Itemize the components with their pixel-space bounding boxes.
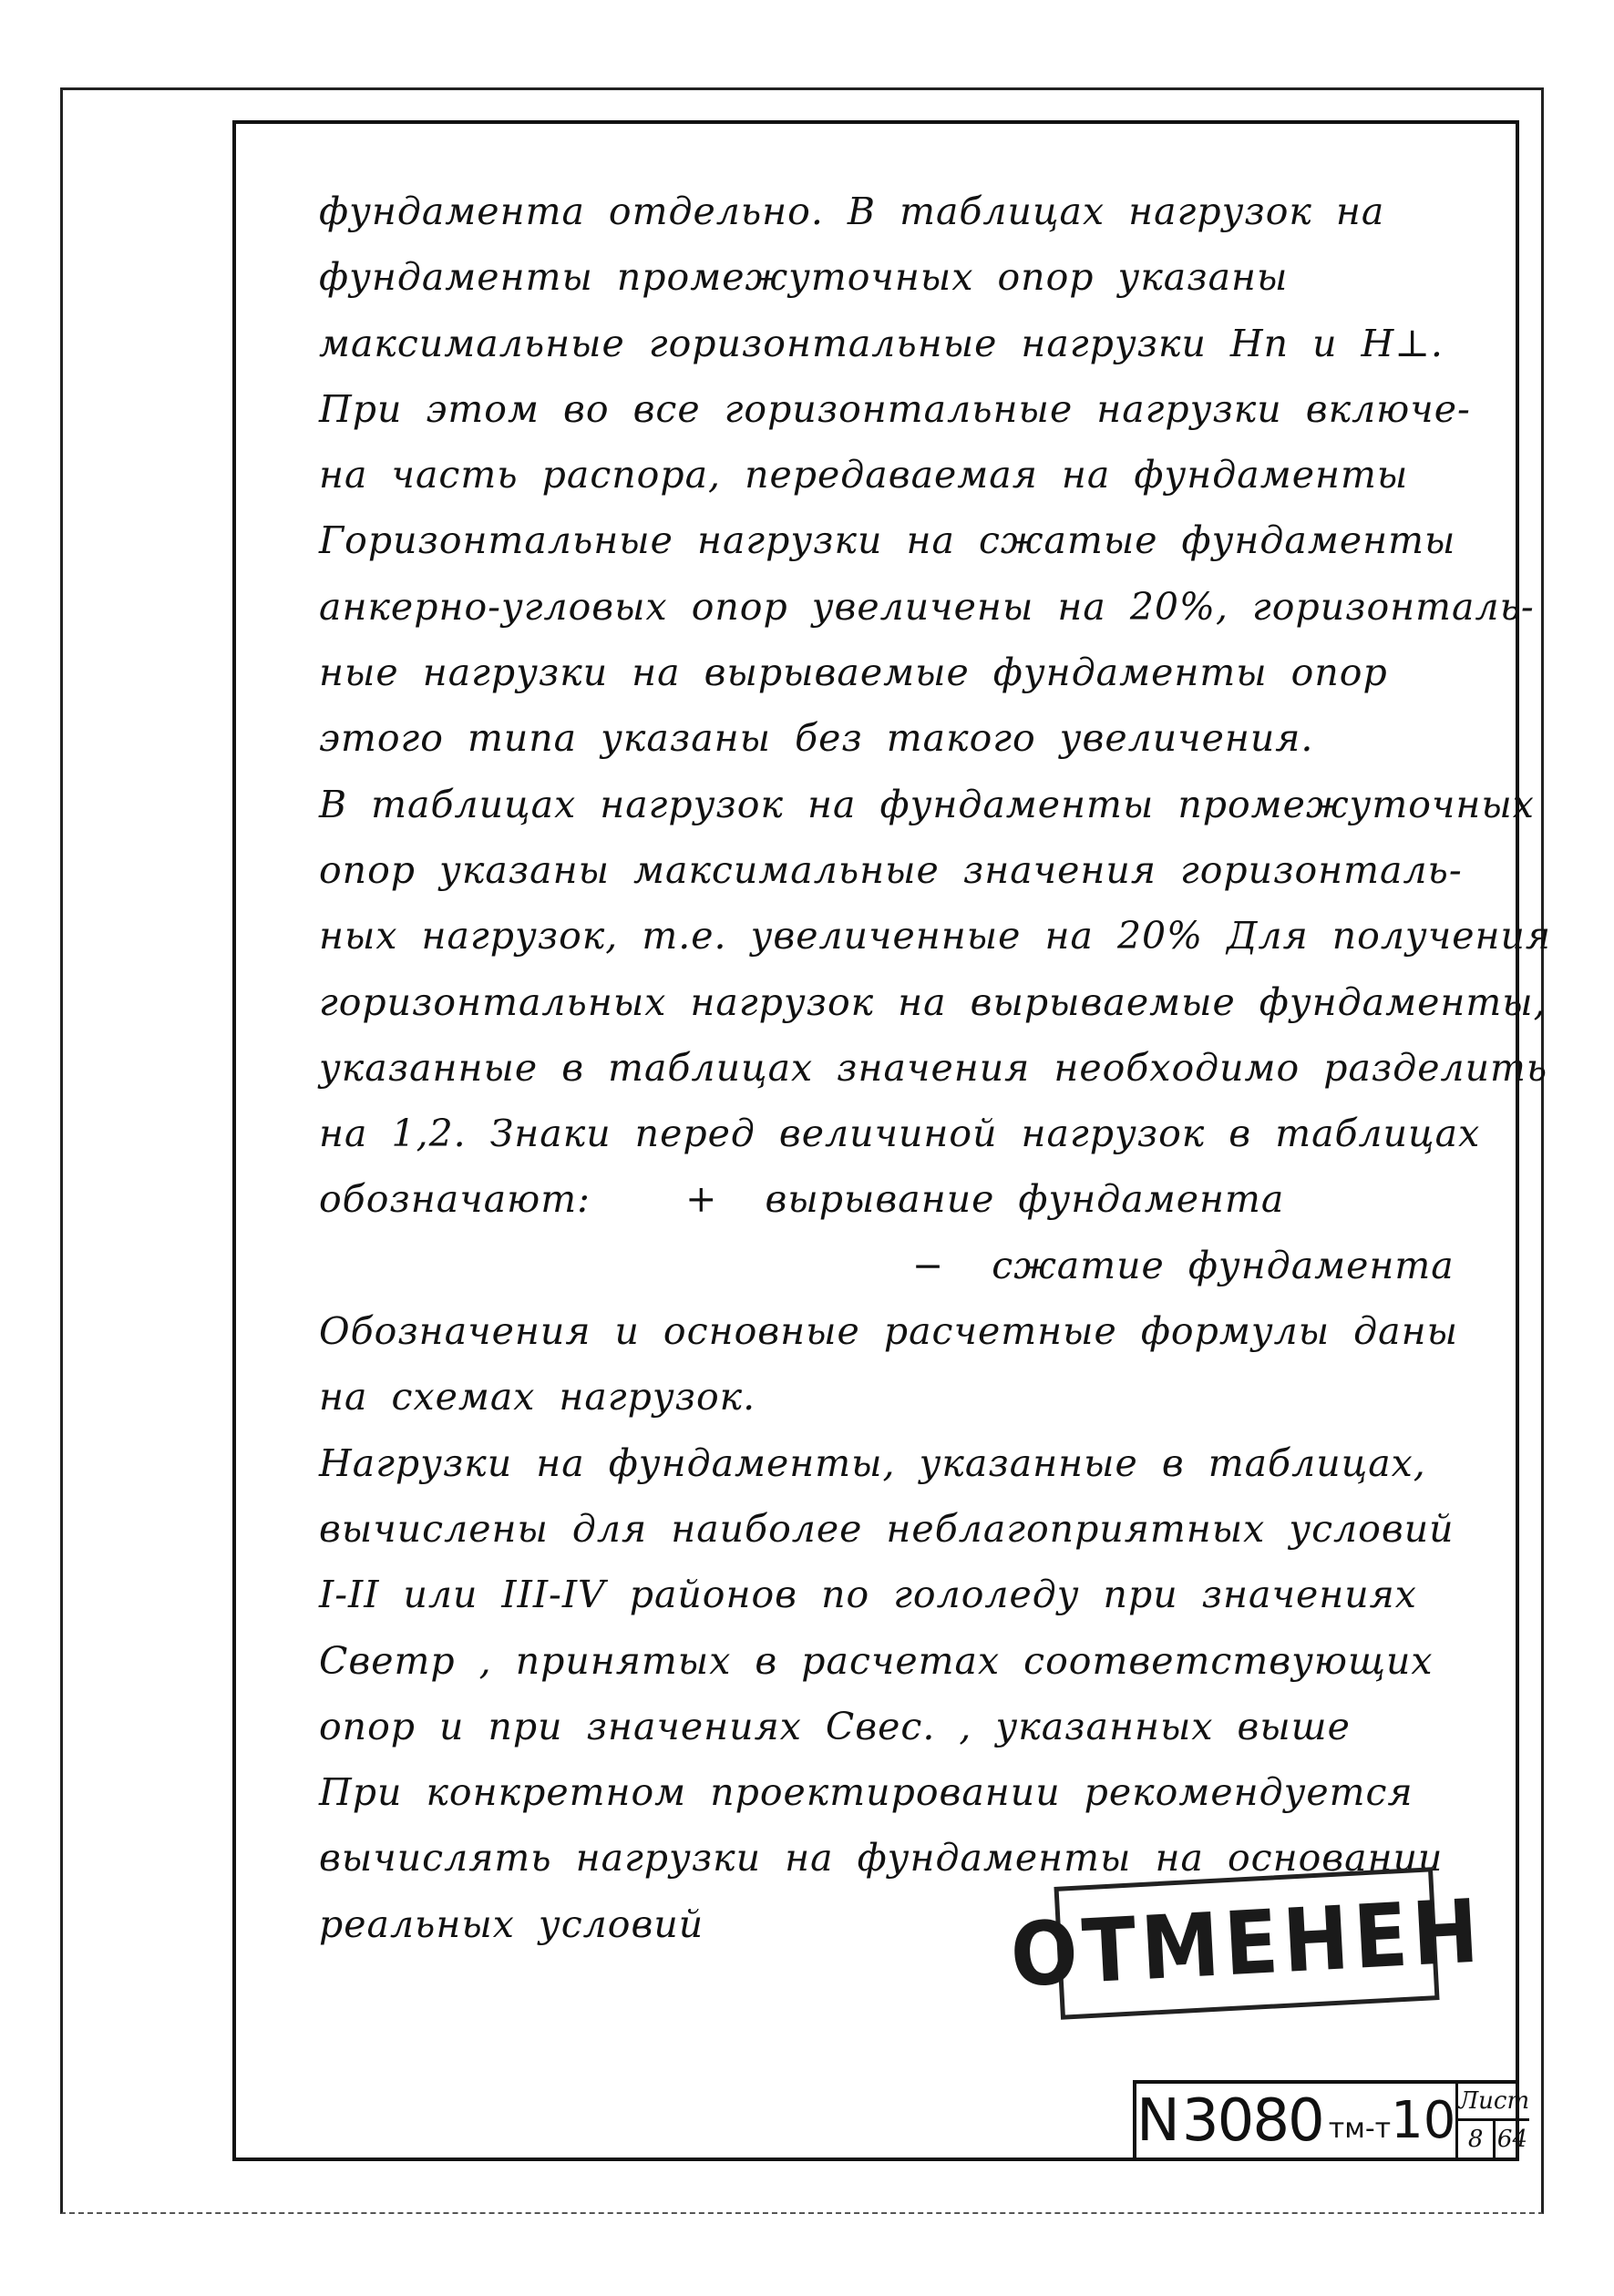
- text-line: − сжатие фундамента: [319, 1243, 1455, 1287]
- text-line: При этом во все горизонтальные нагрузки включе-: [319, 386, 1471, 431]
- text-line: вычислять нагрузки на фундаменты на основании: [319, 1836, 1444, 1881]
- total-sheets: 64: [1496, 2126, 1527, 2153]
- text-line: максимальные горизонтальные нагрузки Hп и H⊥.: [319, 321, 1444, 365]
- text-line: на 1,2. Знаки перед величиной нагрузок в таблицах: [319, 1112, 1481, 1156]
- number-symbol: N: [1136, 2086, 1180, 2155]
- text-line: этого типа указаны без такого увеличения.: [319, 716, 1314, 761]
- text-line: фундамента отдельно. В таблицах нагрузок на: [319, 190, 1385, 233]
- text-line: При конкретном проектировании рекомендуется: [319, 1770, 1414, 1815]
- text-line: Cветр , принятых в расчетах соответствующих: [319, 1638, 1434, 1683]
- document-number: [1136, 2084, 1458, 2158]
- title-block: [1133, 2080, 1530, 2161]
- text-line: Обозначения и основные расчетные формулы даны: [319, 1309, 1458, 1354]
- text-line: вычислены для наиболее неблагоприятных условий: [319, 1506, 1455, 1551]
- text-line: ных нагрузок, т.е. увеличенные на 20% Для получения: [319, 914, 1552, 958]
- text-line: опор и при значениях Cвес. , указанных выше: [319, 1704, 1351, 1748]
- text-line: Горизонтальные нагрузки на сжатые фундаменты: [319, 518, 1456, 563]
- text-line: В таблицах нагрузок на фундаменты промежуточных: [319, 782, 1535, 826]
- document-code-suffix: 10: [1391, 2091, 1456, 2150]
- text-line: фундаменты промежуточных опор указаны: [319, 255, 1289, 300]
- sheet-number: 8: [1458, 2121, 1495, 2158]
- sheet-cell: [1458, 2084, 1529, 2158]
- text-line: на схемах нагрузок.: [319, 1375, 756, 1420]
- sheet-values: [1458, 2121, 1529, 2158]
- text-line: реальных условий: [319, 1901, 704, 1946]
- text-line: горизонтальных нагрузок на вырываемые фундаменты,: [319, 979, 1547, 1024]
- text-line: обозначают: + вырывание фундамента: [319, 1177, 1285, 1222]
- text-line: опор указаны максимальные значения горизонталь-: [319, 847, 1463, 892]
- stamp-text: ОТМЕНЕН: [1008, 1880, 1485, 2007]
- text-line: анкерно-угловых опор увеличены на 20%, горизонталь-: [319, 584, 1535, 629]
- text-line: Нагрузки на фундаменты, указанные в таблицах,: [319, 1440, 1426, 1485]
- cancelled-stamp: [1008, 1867, 1485, 2020]
- text-line: ные нагрузки на вырываемые фундаменты опор: [319, 651, 1388, 695]
- sheet-label: Лист: [1458, 2084, 1529, 2121]
- document-series-number: 3080: [1181, 2086, 1323, 2155]
- text-line: на часть распора, передаваемая на фундаменты: [319, 453, 1409, 497]
- text-line: указанные в таблицах значения необходимо разделить: [319, 1045, 1548, 1090]
- document-body: [319, 179, 1552, 1957]
- text-line: I-II или III-IV районов по гололеду при значениях: [319, 1573, 1417, 1617]
- document-code-prefix: тм-т: [1328, 2113, 1392, 2145]
